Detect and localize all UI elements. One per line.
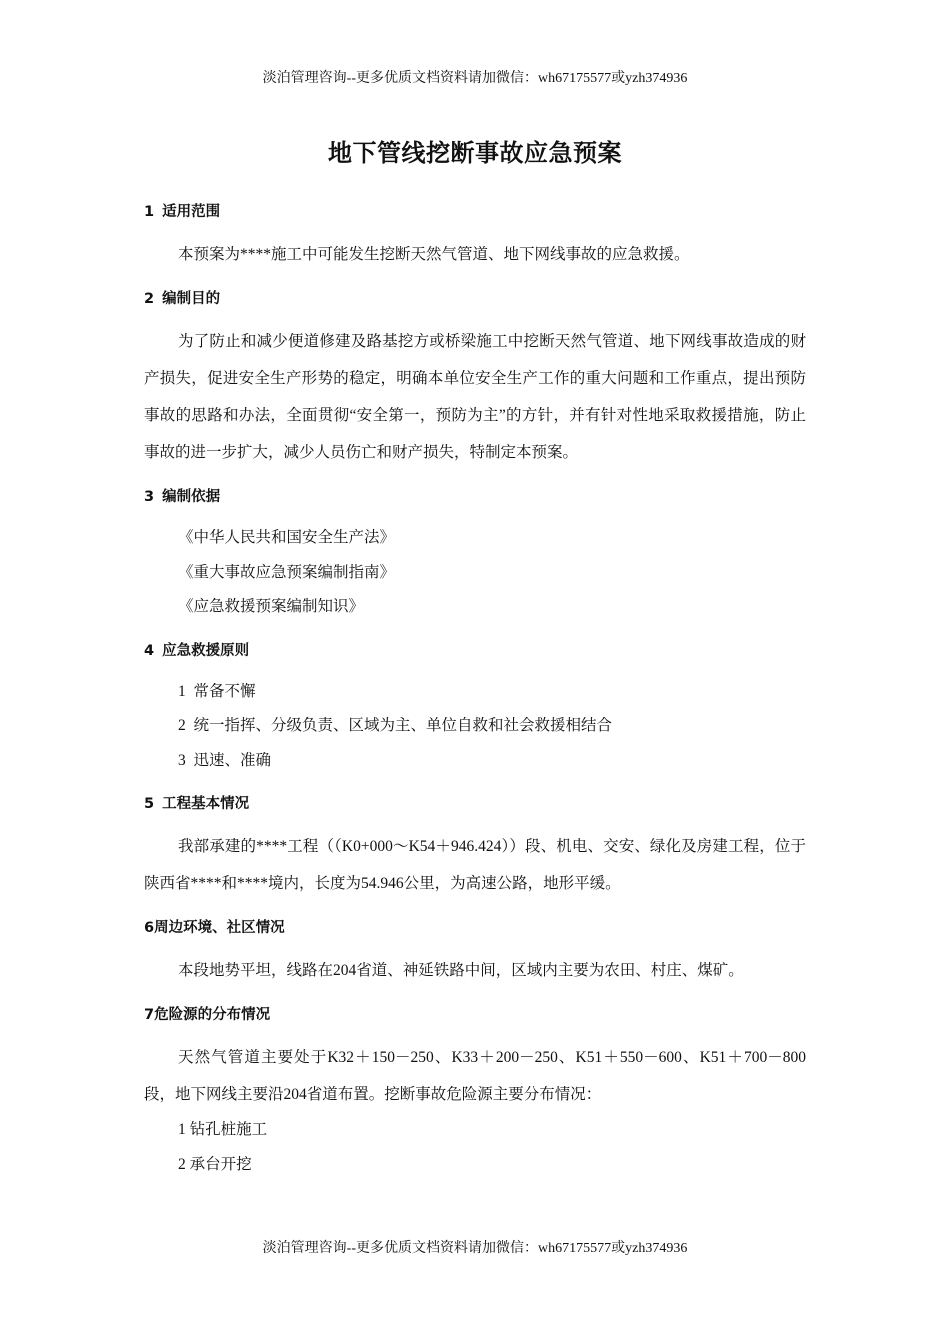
section-title: 工程基本情况	[162, 796, 250, 812]
section-2-paragraph: 为了防止和减少便道修建及路基挖方或桥梁施工中挖断天然气管道、地下网线事故造成的财产损失，促进安全生产形势的稳定，明确本单位安全生产工作的重大问题和工作重点，提出预防事故的思路和办法，全面贯彻“安全第一，预防为主”的方针，并有针对性地采取救援措施，防止事故的进一步扩大，减少人员伤亡和财产损失，特制定本预案。	[144, 333, 806, 461]
section-1-paragraph: 本预案为****施工中可能发生挖断天然气管道、地下网线事故的应急救援。	[178, 246, 690, 263]
section-number: 5	[144, 796, 155, 812]
section-heading-1	[144, 198, 806, 226]
principle-item: 3 迅速、准确	[178, 751, 272, 769]
document-body	[144, 198, 806, 1182]
section-title: 周边环境、社区情况	[154, 920, 285, 936]
section-title: 编制依据	[162, 489, 221, 505]
section-heading-4	[144, 637, 806, 665]
reference-item: 《重大事故应急预案编制指南》	[178, 563, 396, 581]
section-heading-7	[144, 1001, 806, 1029]
section-title: 应急救援原则	[162, 642, 250, 659]
section-number: 3	[144, 489, 155, 505]
hazard-item: 1 钻孔桩施工	[178, 1121, 268, 1138]
section-title: 适用范围	[162, 204, 221, 220]
section-heading-6	[144, 914, 806, 942]
reference-item: 《中华人民共和国安全生产法》	[178, 529, 396, 546]
section-7-paragraph: 天然气管道主要处于K32＋150－250、K33＋200－250、K51＋550－600、K51＋700－800段，地下网线主要沿204省道布置。挖断事故危险源主要分布情况：	[144, 1049, 806, 1103]
section-number: 6	[144, 920, 155, 936]
section-title: 危险源的分布情况	[154, 1007, 271, 1023]
page-header: 淡泊管理咨询--更多优质文档资料请加微信：wh67175577或yzh374936	[262, 71, 688, 86]
section-number: 1	[144, 204, 155, 220]
reference-item: 《应急救援预案编制知识》	[178, 598, 365, 615]
section-heading-3	[144, 483, 806, 511]
page-footer: 淡泊管理咨询--更多优质文档资料请加微信：wh67175577或yzh374936	[262, 1241, 688, 1256]
document-title: 地下管线挖断事故应急预案	[328, 139, 622, 167]
section-number: 2	[144, 291, 155, 307]
section-number: 7	[144, 1007, 155, 1023]
section-title: 编制目的	[162, 291, 221, 307]
principle-item: 1 常备不懈	[178, 682, 256, 700]
principle-item: 2 统一指挥、分级负责、区域为主、单位自救和社会救援相结合	[178, 717, 613, 734]
section-number: 4	[144, 642, 155, 659]
section-heading-2	[144, 285, 806, 313]
hazard-item: 2 承台开挖	[178, 1155, 252, 1173]
section-5-paragraph: 我部承建的****工程（（K0+000～K54＋946.424））段、机电、交安、绿化及房建工程，位于陕西省****和****境内，长度为54.946公里，为高速公路，地形平缓。	[144, 838, 806, 892]
section-6-paragraph: 本段地势平坦，线路在204省道、神延铁路中间，区域内主要为农田、村庄、煤矿。	[178, 962, 744, 979]
section-heading-5	[144, 790, 806, 818]
